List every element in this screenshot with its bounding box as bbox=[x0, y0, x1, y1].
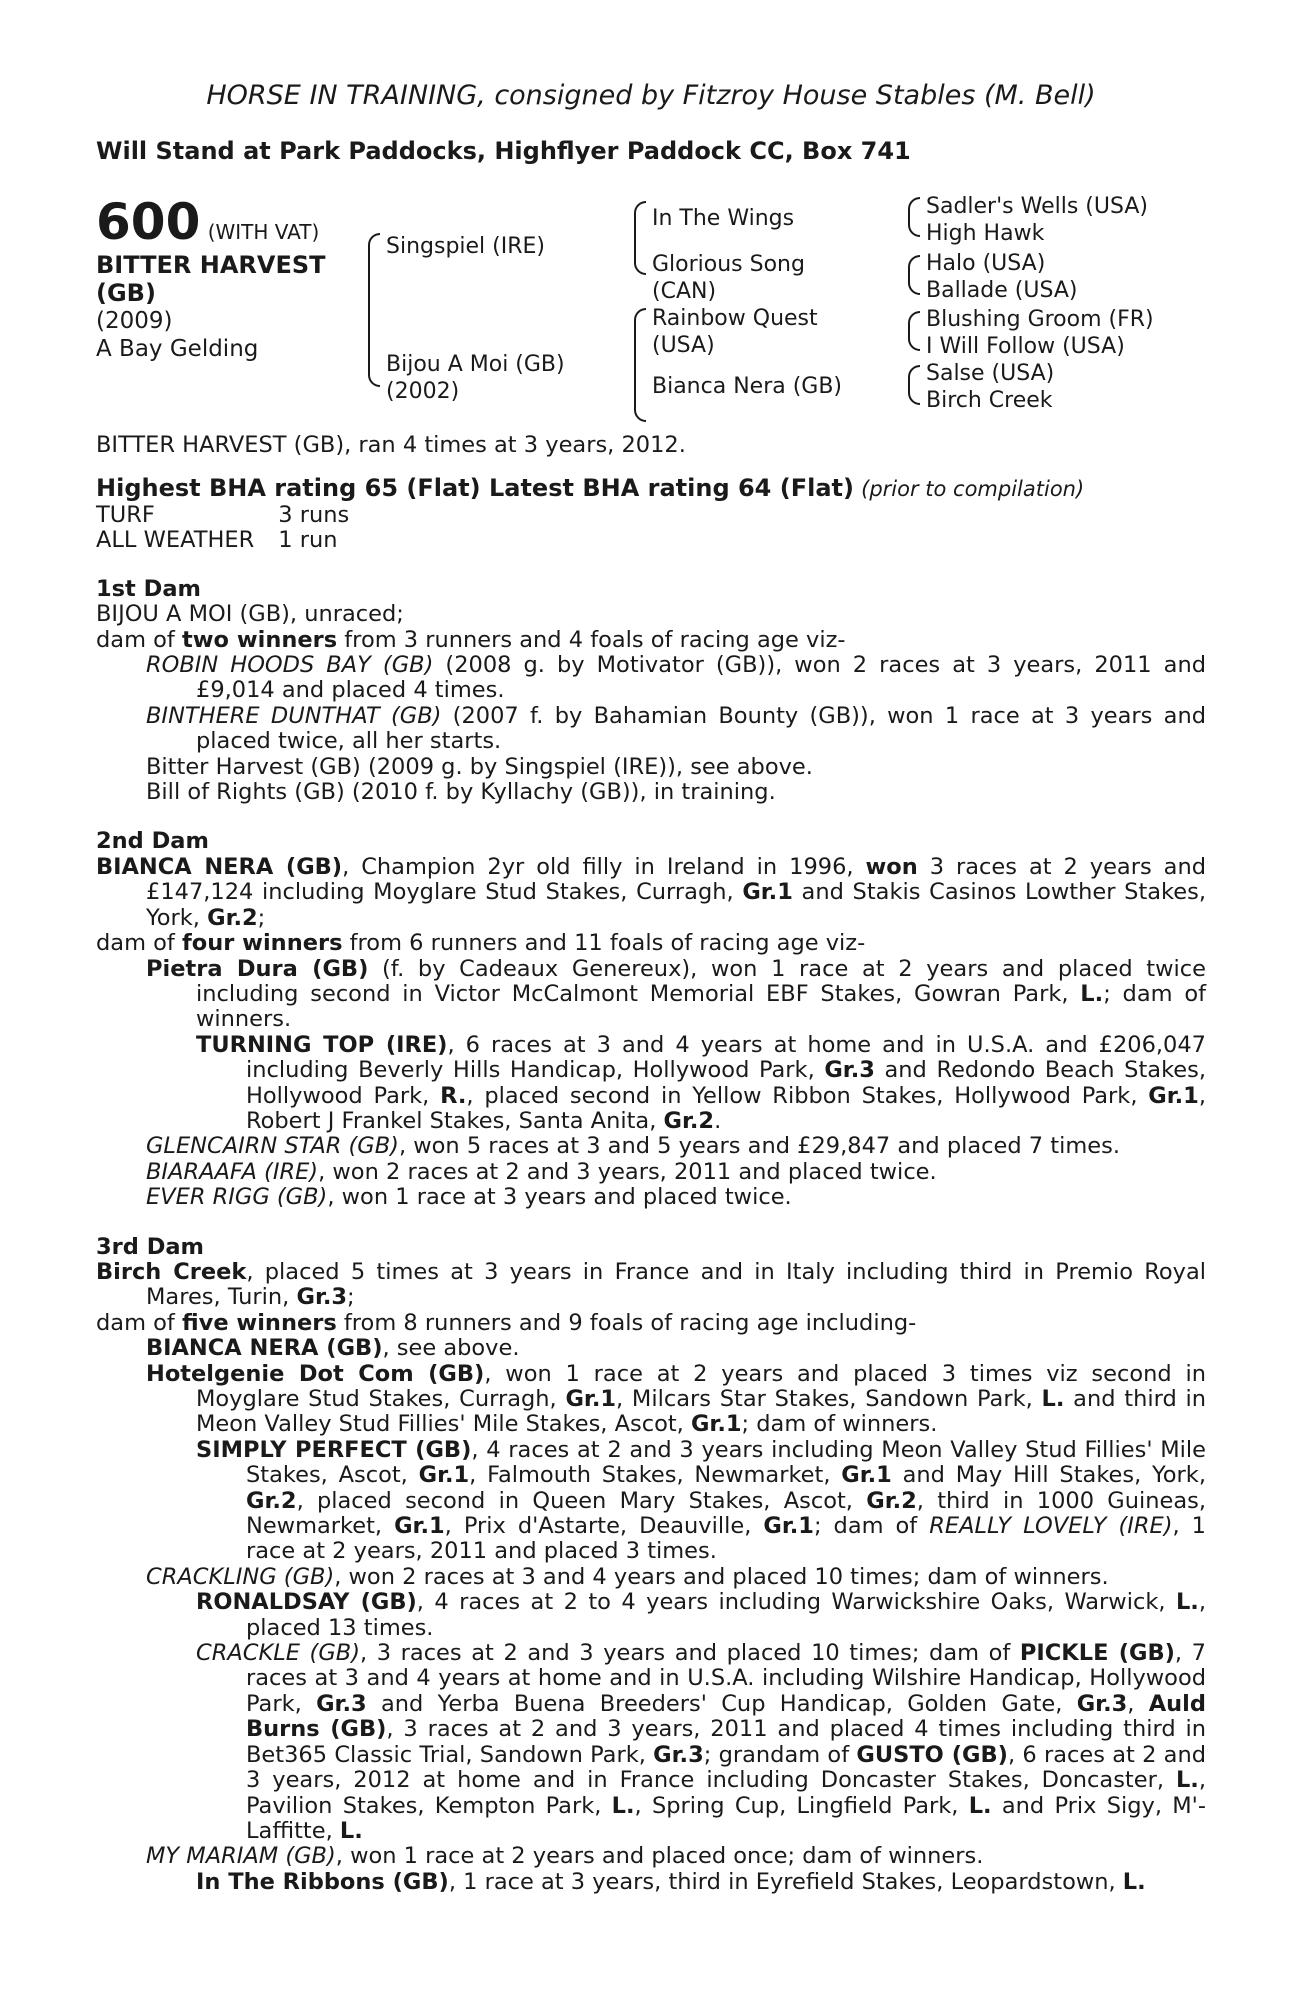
lot-info bbox=[96, 193, 356, 363]
produce-entry: CRACKLING (GB), won 2 races at 3 and 4 years and placed 10 times; dam of winners. bbox=[146, 1563, 1109, 1590]
dam-year: (2002) bbox=[386, 379, 460, 404]
gg-6-name: I Will Follow (USA) bbox=[926, 334, 1125, 359]
dam-sire-country: (USA) bbox=[652, 333, 715, 358]
horse-name: BITTER HARVEST bbox=[96, 251, 326, 279]
dam-name: Bijou A Moi (GB) bbox=[386, 352, 565, 377]
produce-entry: SIMPLY PERFECT (GB), 4 races at 2 and 3 years including Meon Valley Stud Fillies' Mile Stakes, Ascot, Gr.1, Falmouth Stakes, Newmarket, Gr.1 and May Hill Stakes, York, Gr.2, placed second in Queen Mary Stakes, Ascot, Gr.2, third in 1000 Guineas, Newmarket, Gr.1, Prix d'Astarte, Deauville, Gr.1; dam of REALLY LOVELY (IRE), 1 race at 2 years, 2011 and placed 3 times. bbox=[196, 1436, 1207, 1565]
produce-entry: RONALDSAY (GB), 4 races at 2 to 4 years including Warwickshire Oaks, Warwick, L., placed 13 times. bbox=[196, 1589, 1206, 1641]
produce-entry: Pietra Dura (GB) (f. by Cadeaux Genereux), won 1 race at 2 years and placed twice including second in Victor McCalmont Memorial EBF Stakes, Gowran Park, L.; dam of winners. bbox=[146, 955, 1207, 1033]
produce-entry: BIARAAFA (IRE), won 2 races at 2 and 3 years, 2011 and placed twice. bbox=[146, 1158, 937, 1185]
sire-dam-name: Glorious Song bbox=[652, 252, 805, 277]
gg-1-name: Sadler's Wells (USA) bbox=[926, 194, 1148, 219]
sire-dam-country: (CAN) bbox=[652, 279, 717, 304]
second-dam-entry: BIANCA NERA (GB), Champion 2yr old filly in Ireland in 1996, won 3 races at 2 years and £147,124 including Moyglare Stud Stakes, Curragh, Gr.1 and Stakis Casinos Lowther Stakes, York, Gr.2; bbox=[96, 853, 1206, 931]
page-header: HORSE IN TRAINING, consigned by Fitzroy House Stables (M. Bell) bbox=[206, 80, 1096, 111]
gg-2 bbox=[926, 250, 1077, 304]
dam-dam: Bianca Nera (GB) bbox=[652, 374, 843, 399]
runs-surface: TURF bbox=[96, 501, 155, 528]
runs-row bbox=[96, 528, 373, 553]
produce-entry: BINTHERE DUNTHAT (GB) (2007 f. by Bahamian Bounty (GB)), won 1 race at 3 years and placed twice, all her starts. bbox=[146, 702, 1206, 755]
race-record: BITTER HARVEST (GB), ran 4 times at 3 years, 2012. bbox=[96, 432, 686, 458]
third-dam-produce-line: dam of five winners from 8 runners and 9 foals of racing age including- bbox=[96, 1309, 917, 1336]
dam-sire-name: Rainbow Quest bbox=[652, 306, 818, 331]
third-dam-entry: Birch Creek, placed 5 times at 3 years in France and in Italy including third in Premio Royal Mares, Turin, Gr.3; bbox=[96, 1258, 1206, 1311]
first-dam-produce-line: dam of two winners from 3 runners and 4 foals of racing age viz- bbox=[96, 626, 846, 653]
dam-sire bbox=[652, 305, 818, 359]
second-dam-heading: 2nd Dam bbox=[96, 828, 209, 855]
g-brace-2 bbox=[908, 255, 920, 295]
produce-entry: Hotelgenie Dot Com (GB), won 1 race at 2 years and placed 3 times viz second in Moyglare Stud Stakes, Curragh, Gr.1, Milcars Star Stakes, Sandown Park, L. and third in Meon Valley Stud Fillies' Mile Stakes, Ascot, Gr.1; dam of winners. bbox=[146, 1360, 1206, 1438]
horse-description: A Bay Gelding bbox=[96, 336, 259, 362]
gg-5-name: Blushing Groom (FR) bbox=[926, 307, 1154, 332]
catalogue-page bbox=[96, 80, 1206, 1895]
gg-4-name: Ballade (USA) bbox=[926, 278, 1078, 303]
gg-2-name: High Hawk bbox=[926, 221, 1045, 246]
dam bbox=[386, 351, 565, 405]
runs-row bbox=[96, 503, 373, 528]
sire-brace bbox=[634, 201, 646, 275]
produce-entry: In The Ribbons (GB), 1 race at 3 years, third in Eyrefield Stakes, Leopardstown, L. bbox=[196, 1868, 1146, 1895]
runs-count: 1 run bbox=[278, 526, 338, 553]
g-brace-3 bbox=[908, 311, 920, 351]
produce-entry: Bill of Rights (GB) (2010 f. by Kyllachy (GB)), in training. bbox=[146, 779, 776, 806]
runs-surface: ALL WEATHER bbox=[96, 526, 255, 553]
gg-7-name: Salse (USA) bbox=[926, 361, 1055, 386]
rating-note: (prior to compilation) bbox=[861, 477, 1085, 502]
first-dam-heading: 1st Dam bbox=[96, 575, 201, 602]
sire-dam bbox=[652, 251, 805, 305]
gg-3-name: Halo (USA) bbox=[926, 251, 1046, 276]
runs-count: 3 runs bbox=[278, 501, 350, 528]
sire: Singspiel (IRE) bbox=[386, 234, 546, 259]
vat-note: (WITH VAT) bbox=[207, 220, 320, 244]
stand-location: Will Stand at Park Paddocks, Highflyer Paddock CC, Box 741 bbox=[96, 137, 911, 165]
produce-entry: GLENCAIRN STAR (GB), won 5 races at 3 and 5 years and £29,847 and placed 7 times. bbox=[146, 1133, 1120, 1160]
horse-year: (2009) bbox=[96, 308, 173, 334]
gg-4 bbox=[926, 360, 1054, 414]
first-dam-line: BIJOU A MOI (GB), unraced; bbox=[96, 601, 404, 628]
second-dam-produce-line: dam of four winners from 6 runners and 11 foals of racing age viz- bbox=[96, 930, 866, 957]
gg-1 bbox=[926, 193, 1148, 247]
produce-entry: ROBIN HOODS BAY (GB) (2008 g. by Motivator (GB)), won 2 races at 3 years, 2011 and £9,014 and placed 4 times. bbox=[146, 652, 1206, 704]
pedigree-brace bbox=[368, 233, 380, 387]
rating-text: Highest BHA rating 65 (Flat) Latest BHA rating 64 (Flat) bbox=[96, 474, 854, 503]
gg-3 bbox=[926, 306, 1154, 360]
produce-entry: Bitter Harvest (GB) (2009 g. by Singspiel (IRE)), see above. bbox=[146, 753, 813, 780]
gg-8-name: Birch Creek bbox=[926, 388, 1053, 413]
dam-brace bbox=[634, 308, 646, 422]
sire-sire: In The Wings bbox=[652, 206, 795, 231]
produce-entry: BIANCA NERA (GB), see above. bbox=[146, 1335, 520, 1362]
produce-entry: CRACKLE (GB), 3 races at 2 and 3 years and placed 10 times; dam of PICKLE (GB), 7 races at 3 and 4 years at home and in U.S.A. including Wilshire Handicap, Hollywood Park, Gr.3 and Yerba Buena Breeders' Cup Handicap, Golden Gate, Gr.3, Auld Burns (GB), 3 races at 2 and 3 years, 2011 and placed 4 times including third in Bet365 Classic Trial, Sandown Park, Gr.3; grandam of GUSTO (GB), 6 races at 2 and 3 years, 2012 at home and in France including Doncaster Stakes, Doncaster, L., Pavilion Stakes, Kempton Park, L., Spring Cup, Lingfield Park, L. and Prix Sigy, M'-Laffitte, L. bbox=[196, 1640, 1207, 1844]
g-brace-4 bbox=[908, 365, 920, 405]
produce-entry: MY MARIAM (GB), won 1 race at 2 years and placed once; dam of winners. bbox=[146, 1843, 984, 1870]
produce-entry: TURNING TOP (IRE), 6 races at 3 and 4 years at home and in U.S.A. and £206,047 including Beverly Hills Handicap, Hollywood Park, Gr.3 and Redondo Beach Stakes, Hollywood Park, R., placed second in Yellow Ribbon Stakes, Hollywood Park, Gr.1, Robert J Frankel Stakes, Santa Anita, Gr.2. bbox=[196, 1031, 1207, 1134]
horse-country: (GB) bbox=[96, 279, 156, 307]
lot-number: 600 bbox=[96, 193, 201, 251]
pedigree-block bbox=[96, 193, 1206, 433]
produce-entry: EVER RIGG (GB), won 1 race at 3 years and placed twice. bbox=[146, 1184, 792, 1211]
bha-rating bbox=[96, 476, 1206, 502]
g-brace-1 bbox=[908, 197, 920, 237]
runs-table bbox=[96, 503, 373, 553]
third-dam-heading: 3rd Dam bbox=[96, 1233, 204, 1260]
